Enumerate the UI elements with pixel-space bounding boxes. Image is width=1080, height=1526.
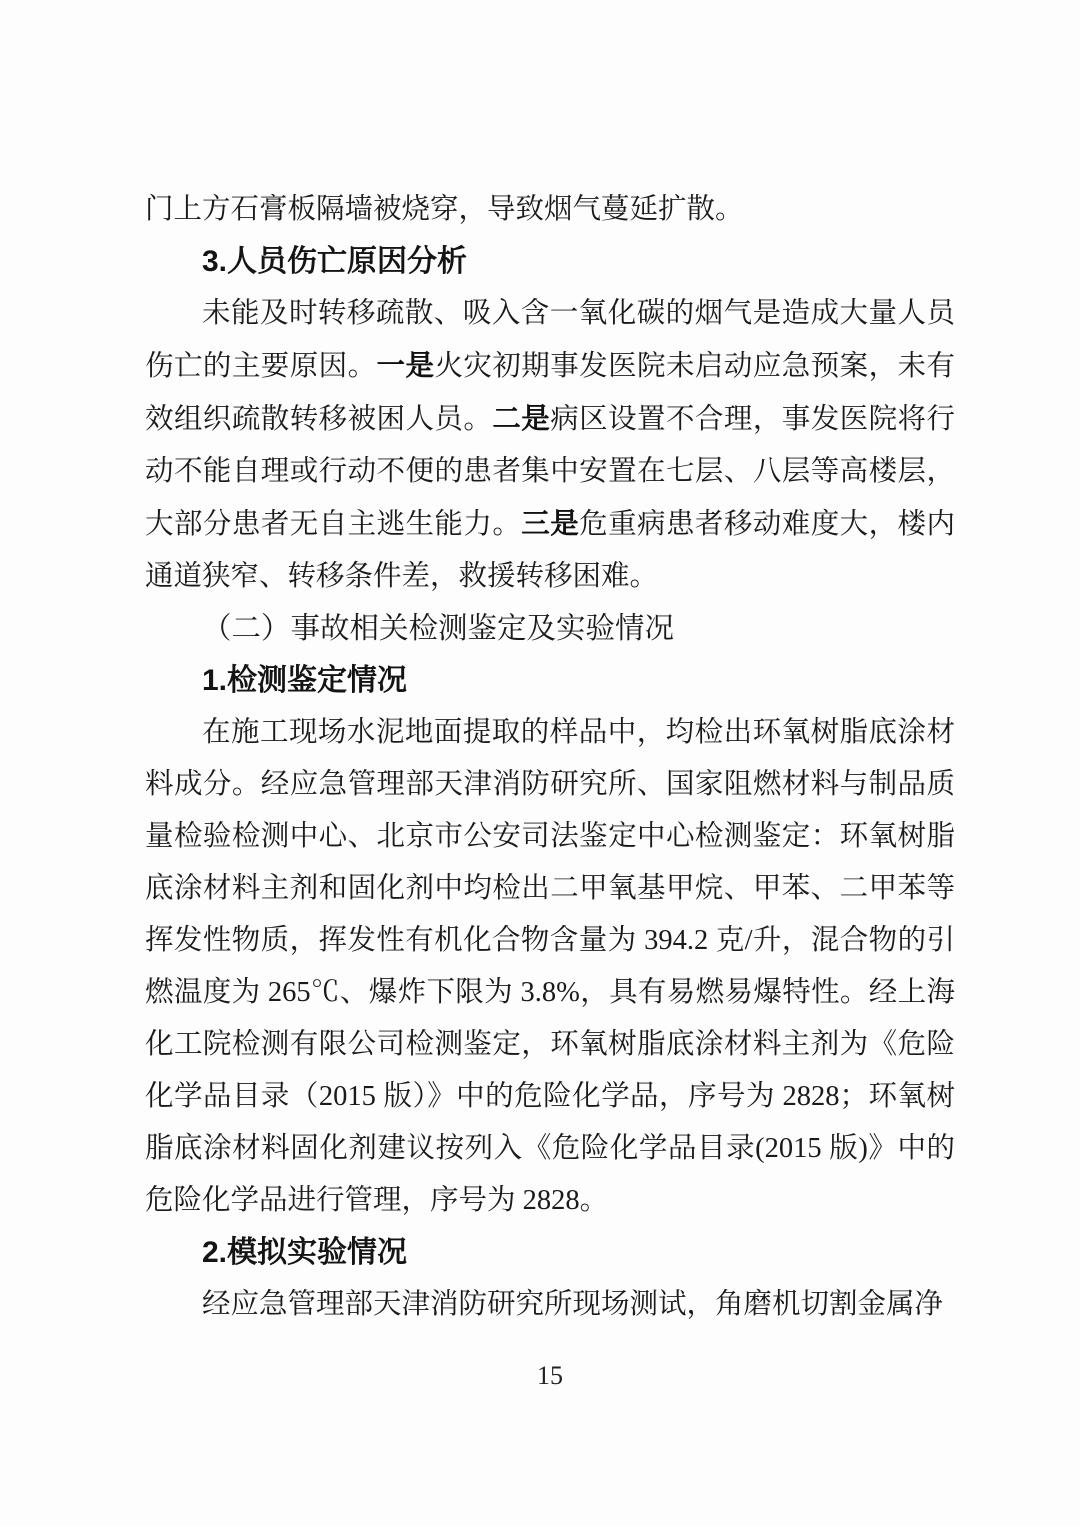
casualty-text-second: 病区设置不合理，事发医院将行动不能自理或行动不便的患者集中安置在七层、八层等高楼层，大部分患者无自主逃生能力。 [145, 404, 955, 540]
casualty-emphasis-second: 二是 [492, 403, 551, 435]
casualty-text-third: 危重病患者移动难度大，楼内通道狭窄、转移条件差，救援转移困难。 [145, 509, 955, 592]
casualty-emphasis-third: 三是 [521, 508, 580, 540]
paragraph-smoke-spread: 门上方石膏板隔墙被烧穿，导致烟气蔓延扩散。 [145, 194, 744, 225]
paragraph-testing-results: 在施工现场水泥地面提取的样品中，均检出环氧树脂底涂材料成分。经应急管理部天津消防研究所、国家阻燃材料与制品质量检验检测中心、北京市公安司法鉴定中心检测鉴定：环氧树脂底涂材料主剂和固化剂中均检出二甲氧基甲烷、甲苯、二甲苯等挥发性物质，挥发性有机化合物含量为 394.2 克/升，混合物的引燃温度为 265℃、爆炸下限为 3.8%，具有易燃易爆特性。经上海化工院检测有限公司检测鉴定，环氧树脂底涂材料主剂为《危险化学品目录（2015 版）》中的危险化学品，序号为 2828；环氧树脂底涂材料固化剂建议按列入《危险化学品目录(2015 版)》中的危险化学品进行管理，序号为 2828。 [145, 717, 955, 1216]
heading-simulation-experiment: 2.模拟实验情况 [202, 1236, 408, 1269]
page-number: 15 [537, 1361, 563, 1390]
heading-section-two: （二）事故相关检测鉴定及实验情况 [202, 613, 675, 645]
casualty-text-first: 火灾初期事发医院未启动应急预案，未有效组织疏散转移被困人员。 [145, 351, 955, 435]
paragraph-simulation: 经应急管理部天津消防研究所现场测试，角磨机切割金属净 [202, 1289, 944, 1320]
heading-casualty-analysis: 3.人员伤亡原因分析 [202, 245, 468, 278]
heading-testing-appraisal: 1.检测鉴定情况 [202, 664, 408, 697]
casualty-emphasis-first: 一是 [376, 350, 435, 382]
casualty-text-intro: 未能及时转移疏散、吸入含一氧化碳的烟气是造成大量人员伤亡的主要原因。 [145, 298, 955, 382]
paragraph-casualty-causes [145, 288, 955, 603]
